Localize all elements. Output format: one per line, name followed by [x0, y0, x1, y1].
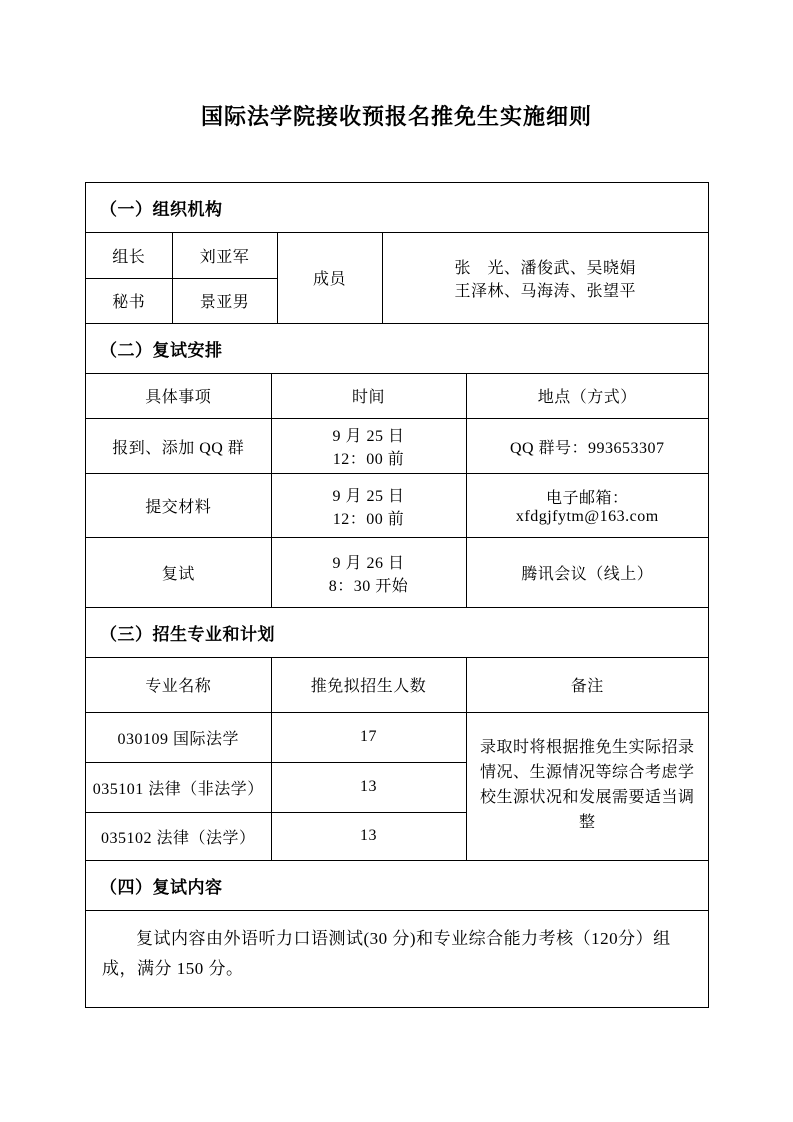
schedule-time-cell: [271, 538, 466, 608]
header-count-cell: 推免拟招生人数: [271, 658, 466, 712]
place-line-2: xfdgjfytm@163.com: [515, 508, 659, 525]
members-line-2: 王泽林、马海涛、张望平: [454, 282, 636, 300]
table-row: [86, 712, 708, 762]
time-line-2: 12：00 前: [332, 451, 405, 468]
time-line-1: 9 月 26 日: [332, 554, 405, 572]
table-row: [86, 233, 708, 278]
header-place-cell: 地点（方式）: [466, 374, 708, 419]
section-4-heading: （四）复试内容: [86, 861, 708, 911]
schedule-table: [86, 374, 708, 609]
schedule-item-cell: 复试: [86, 538, 271, 608]
leader-label-cell: 组长: [86, 233, 172, 278]
place-line-1: 电子邮箱：: [545, 490, 629, 507]
header-note-cell: 备注: [466, 658, 708, 712]
header-major-cell: 专业名称: [86, 658, 271, 712]
major-name-cell: 030109 国际法学: [86, 712, 271, 762]
major-name-cell: 035102 法律（法学）: [86, 812, 271, 860]
major-count-cell: 13: [271, 812, 466, 860]
schedule-time-cell: [271, 419, 466, 474]
major-count-cell: 17: [271, 712, 466, 762]
section-1-heading: （一）组织机构: [86, 183, 708, 233]
time-line-2: 12：00 前: [332, 510, 405, 528]
members-line-1: 张 光、潘俊武、吴晓娟: [454, 259, 636, 277]
place-line-1: 腾讯会议（线上）: [521, 566, 654, 583]
content-paragraph: 复试内容由外语听力口语测试(30 分)和专业综合能力考核（120分）组成，满分 150 分。: [102, 928, 671, 979]
header-time-cell: 时间: [271, 374, 466, 419]
members-names-cell: [382, 233, 708, 323]
time-line-1: 9 月 25 日: [332, 428, 405, 445]
table-header-row: [86, 658, 708, 712]
schedule-item-cell: 提交材料: [86, 474, 271, 538]
secretary-label-cell: 秘书: [86, 278, 172, 323]
schedule-place-cell: [466, 419, 708, 474]
main-table: [85, 182, 709, 1008]
section-3-heading: （三）招生专业和计划: [86, 608, 708, 658]
section-4-content: [86, 911, 708, 1007]
organization-table: [86, 233, 708, 324]
schedule-place-cell: [466, 538, 708, 608]
time-line-1: 9 月 25 日: [332, 487, 405, 505]
place-line-1: QQ 群号：993653307: [509, 439, 665, 457]
schedule-time-cell: [271, 474, 466, 538]
section-2-heading: （二）复试安排: [86, 324, 708, 374]
note-cell: 录取时将根据推免生实际招录情况、生源情况等综合考虑学校生源状况和发展需要适当调整: [466, 712, 708, 860]
schedule-item-cell: 报到、添加 QQ 群: [86, 419, 271, 474]
document-title: 国际法学院接收预报名推免生实施细则: [200, 104, 592, 129]
leader-name-cell: 刘亚军: [172, 233, 277, 278]
majors-table: [86, 658, 708, 861]
major-name-cell: 035101 法律（非法学）: [86, 762, 271, 812]
table-row: [86, 538, 708, 608]
secretary-name-cell: 景亚男: [172, 278, 277, 323]
schedule-place-cell: [466, 474, 708, 538]
major-count-cell: 13: [271, 762, 466, 812]
table-header-row: [86, 374, 708, 419]
members-label-cell: 成员: [277, 233, 382, 323]
time-line-2: 8：30 开始: [328, 577, 409, 595]
table-row: [86, 474, 708, 538]
header-item-cell: 具体事项: [86, 374, 271, 419]
table-row: [86, 419, 708, 474]
